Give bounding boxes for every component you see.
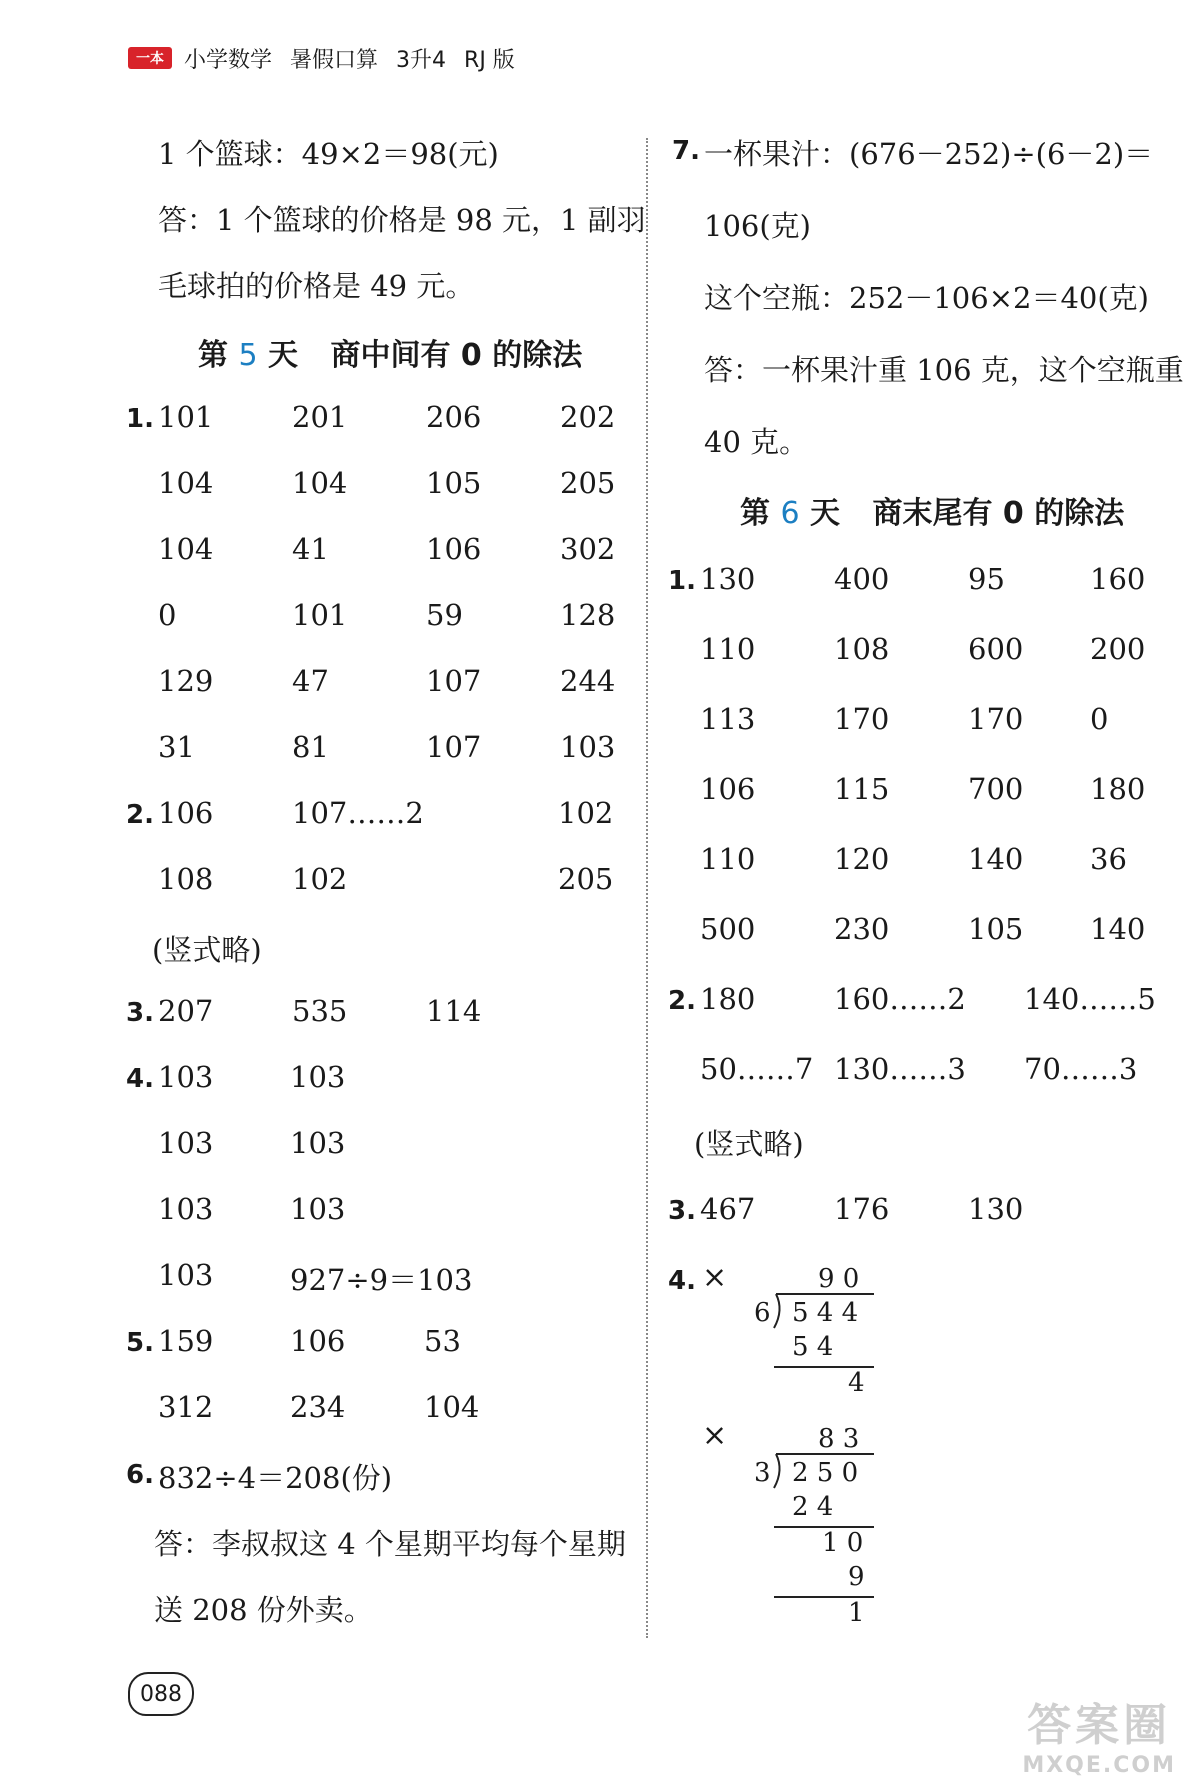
- answer-cell: 312: [158, 1390, 214, 1424]
- answer-cell: 130……3: [834, 1052, 966, 1086]
- column-divider: [646, 138, 648, 1638]
- answer-cell: 0: [1090, 702, 1109, 736]
- question-number: 3.: [668, 1196, 696, 1226]
- day-number: 6: [780, 496, 800, 531]
- answer-cell: 700: [968, 772, 1024, 806]
- subtrahend: 2 4: [792, 1492, 834, 1522]
- text-line: 答：一杯果汁重 106 克，这个空瓶重: [704, 353, 1184, 387]
- answer-cell: 102: [292, 862, 348, 896]
- answer-cell: 129: [158, 664, 214, 698]
- question-number: 2.: [668, 986, 696, 1016]
- answer-cell: 103: [158, 1060, 214, 1094]
- header-book: 暑假口算: [290, 47, 379, 73]
- answer-cell: 101: [158, 400, 214, 434]
- question-number: 6.: [126, 1460, 154, 1490]
- answer-cell: 159: [158, 1324, 214, 1358]
- answer-cell: 170: [834, 702, 890, 736]
- wrong-mark-icon: ×: [702, 1260, 728, 1295]
- header-edition: RJ 版: [464, 47, 515, 73]
- question-number: 3.: [126, 998, 154, 1028]
- answer-cell: 36: [1090, 842, 1127, 876]
- page-header: [128, 44, 533, 72]
- answer-cell: 107: [426, 664, 482, 698]
- subtrahend: 5 4: [792, 1332, 834, 1362]
- answer-cell: 104: [158, 532, 214, 566]
- answer-cell: 106: [158, 796, 214, 830]
- answer-cell: 230: [834, 912, 890, 946]
- dividend: 2 5 0: [792, 1458, 859, 1488]
- answer-cell: 110: [700, 842, 756, 876]
- heading-suffix: 天: [810, 496, 840, 531]
- answer-cell: 104: [424, 1390, 480, 1424]
- answer-cell: 535: [292, 994, 348, 1028]
- answer-cell: 202: [560, 400, 616, 434]
- text-line: 106(克): [704, 209, 811, 243]
- answer-cell: 70……3: [1024, 1052, 1138, 1086]
- watermark: [1022, 1689, 1176, 1778]
- answer-cell: 244: [560, 664, 616, 698]
- answer-cell: 101: [292, 598, 348, 632]
- text-line: 答：1 个篮球的价格是 98 元，1 副羽: [158, 203, 646, 237]
- answer-cell: 41: [292, 532, 329, 566]
- heading-title: 商末尾有 0 的除法: [872, 496, 1125, 531]
- text-line: 毛球拍的价格是 49 元。: [158, 269, 475, 303]
- answer-cell: 103: [158, 1192, 214, 1226]
- answer-cell: 103: [290, 1060, 346, 1094]
- answer-cell: 105: [968, 912, 1024, 946]
- answer-cell: 234: [290, 1390, 346, 1424]
- answer-cell: 140: [1090, 912, 1146, 946]
- text-line: 1 个篮球：49×2＝98(元): [158, 137, 499, 171]
- answer-cell: 106: [426, 532, 482, 566]
- answer-cell: 927÷9＝103: [290, 1263, 473, 1297]
- heading-title: 商中间有 0 的除法: [330, 338, 583, 373]
- answer-cell: 0: [158, 598, 177, 632]
- answer-cell: 47: [292, 664, 329, 698]
- text-line: 40 克。: [704, 425, 809, 459]
- answer-cell: 130: [968, 1192, 1024, 1226]
- header-grade: 3升4: [396, 47, 447, 73]
- answer-cell: 53: [424, 1324, 461, 1358]
- note-text: (竖式略): [694, 1127, 804, 1161]
- answer-cell: 205: [558, 862, 614, 896]
- answer-cell: 103: [290, 1126, 346, 1160]
- answer-cell: 107……2: [292, 796, 424, 830]
- answer-cell: 50……7: [700, 1052, 814, 1086]
- answer-cell: 81: [292, 730, 329, 764]
- answer-cell: 160: [1090, 562, 1146, 596]
- heading-suffix: 天: [268, 338, 298, 373]
- question-number: 1.: [668, 566, 696, 596]
- text-line: 送 208 份外卖。: [154, 1593, 373, 1627]
- answer-cell: 31: [158, 730, 195, 764]
- answer-cell: 600: [968, 632, 1024, 666]
- answer-cell: 128: [560, 598, 616, 632]
- answer-cell: 180: [1090, 772, 1146, 806]
- answer-cell: 104: [158, 466, 214, 500]
- watermark-text: 答案圈: [1027, 1700, 1172, 1751]
- remainder: 1: [848, 1598, 865, 1628]
- divisor: 6: [754, 1298, 771, 1328]
- answer-cell: 207: [158, 994, 214, 1028]
- text-line: 832÷4＝208(份): [158, 1461, 393, 1495]
- answer-cell: 108: [158, 862, 214, 896]
- wrong-mark-icon: ×: [702, 1418, 728, 1453]
- quotient: 9 0: [818, 1264, 860, 1294]
- answer-cell: 500: [700, 912, 756, 946]
- answer-cell: 467: [700, 1192, 756, 1226]
- text-line: 答：李叔叔这 4 个星期平均每个星期: [154, 1527, 626, 1561]
- answer-cell: 120: [834, 842, 890, 876]
- remainder: 4: [848, 1368, 865, 1398]
- answer-cell: 170: [968, 702, 1024, 736]
- page-number: 088: [128, 1672, 194, 1716]
- answer-cell: 110: [700, 632, 756, 666]
- answer-cell: 105: [426, 466, 482, 500]
- day-number: 5: [238, 338, 258, 373]
- partial-dividend: 1 0: [822, 1528, 864, 1558]
- answer-cell: 130: [700, 562, 756, 596]
- answer-cell: 140: [968, 842, 1024, 876]
- answer-cell: 102: [558, 796, 614, 830]
- answer-cell: 113: [700, 702, 756, 736]
- answer-cell: 95: [968, 562, 1005, 596]
- answer-cell: 115: [834, 772, 890, 806]
- section-heading-day5: [198, 330, 582, 374]
- answer-cell: 302: [560, 532, 616, 566]
- dividend: 5 4 4: [792, 1298, 859, 1328]
- question-number: 7.: [672, 136, 700, 166]
- answer-cell: 160……2: [834, 982, 966, 1016]
- text-line: 一杯果汁：(676－252)÷(6－2)＝: [704, 137, 1154, 171]
- answer-cell: 201: [292, 400, 348, 434]
- section-heading-day6: [740, 488, 1124, 532]
- answer-cell: 180: [700, 982, 756, 1016]
- note-text: (竖式略): [152, 933, 262, 967]
- answer-cell: 103: [560, 730, 616, 764]
- text-line: 这个空瓶：252－106×2＝40(克): [704, 281, 1149, 315]
- question-number: 4.: [668, 1266, 696, 1296]
- answer-cell: 59: [426, 598, 463, 632]
- header-subject: 小学数学: [184, 47, 273, 73]
- question-number: 4.: [126, 1064, 154, 1094]
- answer-cell: 108: [834, 632, 890, 666]
- answer-cell: 107: [426, 730, 482, 764]
- answer-cell: 103: [290, 1192, 346, 1226]
- subtrahend: 9: [848, 1562, 865, 1592]
- answer-cell: 400: [834, 562, 890, 596]
- question-number: 5.: [126, 1328, 154, 1358]
- answer-cell: 106: [700, 772, 756, 806]
- answer-cell: 140……5: [1024, 982, 1156, 1016]
- answer-cell: 176: [834, 1192, 890, 1226]
- watermark-url: MXQE.COM: [1022, 1753, 1176, 1778]
- answer-cell: 114: [426, 994, 482, 1028]
- answer-cell: 103: [158, 1258, 214, 1292]
- divisor: 3: [754, 1458, 771, 1488]
- answer-cell: 200: [1090, 632, 1146, 666]
- answer-cell: 103: [158, 1126, 214, 1160]
- heading-prefix: 第: [198, 338, 228, 373]
- question-number: 1.: [126, 404, 154, 434]
- answer-cell: 106: [290, 1324, 346, 1358]
- answer-cell: 205: [560, 466, 616, 500]
- answer-cell: 206: [426, 400, 482, 434]
- question-number: 2.: [126, 800, 154, 830]
- quotient: 8 3: [818, 1424, 860, 1454]
- answer-cell: 104: [292, 466, 348, 500]
- heading-prefix: 第: [740, 496, 770, 531]
- brand-logo: 一本: [128, 47, 172, 69]
